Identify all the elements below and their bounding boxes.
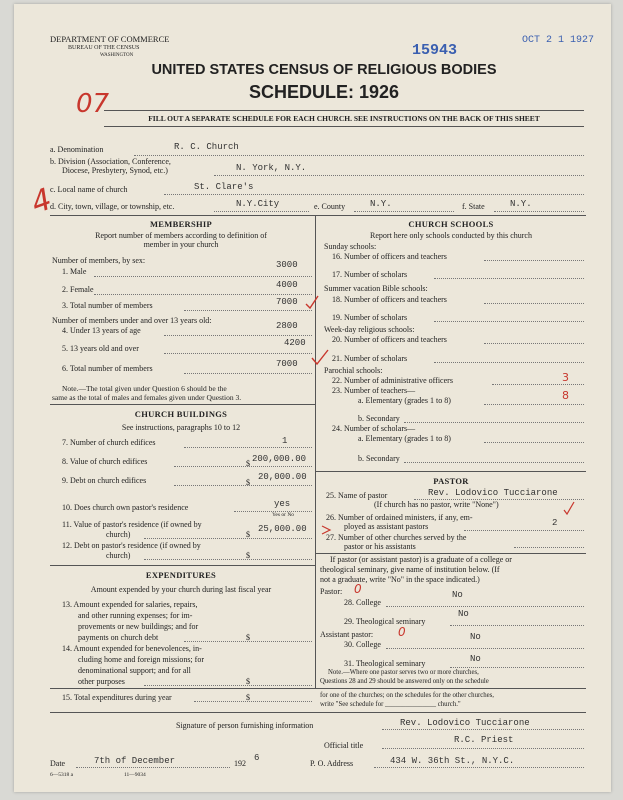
q10-yes-no-hint: Yes or No — [272, 512, 295, 518]
pastor-intro-2: theological seminary, give name of institution below. (If — [320, 565, 500, 574]
schools-subheading: Report here only schools conducted by this church — [370, 231, 532, 240]
q23a-value[interactable]: 8 — [562, 389, 569, 402]
q19-label: 19. Number of scholars — [332, 313, 408, 322]
q15-label: 15. Total expenditures during year — [62, 693, 172, 702]
county-value[interactable]: N.Y. — [370, 199, 392, 209]
q13-dollar: $ — [246, 633, 250, 642]
pastor-note-3: for one of the churches; on the schedules for the other churches, — [320, 692, 495, 699]
q3-total-value[interactable]: 7000 — [276, 297, 298, 307]
year-prefix: 192 — [234, 759, 246, 768]
q18-label: 18. Number of officers and teachers — [332, 295, 447, 304]
members-by-sex-label: Number of members, by sex: — [52, 256, 146, 265]
q11-label-1: 11. Value of pastor's residence (if owned by — [62, 520, 202, 529]
q15-dollar: $ — [246, 693, 250, 702]
parochial-schools-label: Parochial schools: — [324, 366, 383, 375]
signature-label: Signature of person furnishing information — [176, 721, 314, 730]
q1-male-value[interactable]: 3000 — [276, 260, 298, 270]
date-label: Date — [50, 759, 66, 768]
handwritten-margin-mark: 07 — [76, 89, 110, 119]
membership-subheading-1: Report number of members according to definition of — [95, 231, 267, 240]
q28-label: 28. College — [344, 598, 381, 607]
q13-label-2: and other running expenses; for im- — [78, 611, 193, 620]
denomination-value[interactable]: R. C. Church — [174, 142, 239, 152]
year-value[interactable]: 6 — [254, 753, 260, 763]
q2-female-value[interactable]: 4000 — [276, 280, 298, 290]
q11-dollar: $ — [246, 530, 250, 539]
serial-number: 15943 — [412, 42, 458, 59]
q6-total-value[interactable]: 7000 — [276, 359, 298, 369]
instruction-line: FILL OUT A SEPARATE SCHEDULE FOR EACH CHURCH. SEE INSTRUCTIONS ON THE BACK OF THIS SHEET — [148, 114, 540, 123]
q11-label-2: church) — [106, 530, 131, 539]
q7-label: 7. Number of church edifices — [62, 438, 156, 447]
weekday-schools-label: Week-day religious schools: — [324, 325, 415, 334]
state-label: f. State — [462, 202, 485, 211]
address-value[interactable]: 434 W. 36th St., N.Y.C. — [390, 756, 515, 766]
q14-label-4: other purposes — [78, 677, 125, 686]
division-value[interactable]: N. York, N.Y. — [236, 163, 307, 173]
q12-label-2: church) — [106, 551, 131, 560]
city-value[interactable]: N.Y.City — [236, 199, 280, 209]
q14-label-1: 14. Amount expended for benevolences, in- — [62, 644, 202, 653]
buildings-heading: CHURCH BUILDINGS — [134, 409, 228, 419]
county-label: e. County — [314, 202, 346, 211]
official-title-label: Official title — [324, 741, 364, 750]
q13-label-1: 13. Amount expended for salaries, repairs, — [62, 600, 198, 609]
q16-label: 16. Number of officers and teachers — [332, 252, 447, 261]
state-value[interactable]: N.Y. — [510, 199, 532, 209]
q22-value[interactable]: 3 — [562, 371, 569, 384]
q25-note: (If church has no pastor, write "None") — [374, 500, 499, 509]
q5-over13-value[interactable]: 4200 — [284, 338, 306, 348]
pastor-label: Pastor: — [320, 587, 343, 596]
pastor-heading: PASTOR — [433, 476, 469, 486]
signature-value[interactable]: Rev. Lodovico Tucciarone — [400, 718, 530, 728]
city-label: d. City, town, village, or township, etc. — [50, 202, 175, 211]
form-number-2: 11—9034 — [124, 772, 146, 778]
buildings-subheading: See instructions, paragraphs 10 to 12 — [121, 423, 241, 432]
received-stamp: OCT 2 1 1927 — [522, 35, 595, 46]
q28-value[interactable]: No — [452, 590, 463, 600]
q27-label-2: pastor or his assistants — [344, 542, 416, 551]
q23b-label: b. Secondary — [358, 414, 400, 423]
q6-label: 6. Total number of members — [62, 364, 153, 373]
vacation-schools-label: Summer vacation Bible schools: — [324, 284, 428, 293]
q8-value-edifices[interactable]: 200,000.00 — [252, 454, 307, 464]
q14-dollar: $ — [246, 677, 250, 686]
q24a-label: a. Elementary (grades 1 to 8) — [358, 434, 451, 443]
q13-label-4: payments on church debt — [78, 633, 159, 642]
q29-value[interactable]: No — [458, 609, 469, 619]
pastor-note-1: Note.—Where one pastor serves two or more churches, — [328, 669, 479, 676]
q9-dollar: $ — [246, 478, 250, 487]
q4-label: 4. Under 13 years of age — [62, 326, 141, 335]
membership-note-1: Note.—The total given under Question 6 should be the — [62, 384, 227, 393]
membership-subheading-2: member in your church — [143, 240, 219, 249]
handwritten-side-mark: 4 — [26, 181, 57, 222]
q5-label: 5. 13 years old and over — [62, 344, 139, 353]
form-title: UNITED STATES CENSUS OF RELIGIOUS BODIES — [151, 62, 497, 78]
denomination-label: a. Denomination — [50, 145, 104, 154]
address-label: P. O. Address — [310, 759, 354, 768]
sunday-schools-label: Sunday schools: — [324, 242, 377, 251]
q25-label: 25. Name of pastor — [326, 491, 388, 500]
check-mark-icon — [562, 500, 578, 518]
pastor-intro-1: If pastor (or assistant pastor) is a graduate of a college or — [330, 555, 512, 564]
q26-label-1: 26. Number of ordained ministers, if any, em- — [326, 513, 473, 522]
pastor-note-2: Questions 28 and 29 should be answered only on the schedule — [320, 678, 489, 685]
q26-label-2: ployed as assistant pastors — [344, 522, 429, 531]
check-mark-icon — [304, 294, 322, 312]
q29-label: 29. Theological seminary — [344, 617, 426, 626]
division-label-line2: Diocese, Presbytery, Synod, etc.) — [62, 166, 168, 175]
q13-label-3: provements or new buildings; and for — [78, 622, 199, 631]
membership-heading: MEMBERSHIP — [149, 219, 213, 229]
q7-edifices-value[interactable]: 1 — [282, 436, 288, 446]
q2-label: 2. Female — [62, 285, 94, 294]
form-number-1: 6—5318 a — [50, 772, 74, 778]
q22-label: 22. Number of administrative officers — [332, 376, 453, 385]
q3-label: 3. Total number of members — [62, 301, 153, 310]
arrow-mark-icon — [320, 522, 334, 538]
church-name-value[interactable]: St. Clare's — [194, 182, 254, 192]
assistant-pastor-label: Assistant pastor: — [320, 630, 374, 639]
schedule-title: SCHEDULE: 1926 — [248, 82, 400, 102]
division-label-line1: b. Division (Association, Conference, — [50, 157, 171, 166]
date-value[interactable]: 7th of December — [94, 756, 176, 766]
q10-label: 10. Does church own pastor's residence — [62, 503, 189, 512]
department-name: DEPARTMENT OF COMMERCE — [50, 34, 170, 44]
q17-label: 17. Number of scholars — [332, 270, 408, 279]
q9-label: 9. Debt on church edifices — [62, 476, 147, 485]
assistant-pastor-mark: 0 — [398, 625, 406, 639]
check-mark-icon — [310, 348, 332, 368]
q30-label: 30. College — [344, 640, 381, 649]
q12-label-1: 12. Debt on pastor's residence (if owned by — [62, 541, 201, 550]
bureau-city: WASHINGTON — [100, 53, 134, 58]
pastor-intro-3: not a graduate, write "No" in the space indicated.) — [320, 575, 480, 584]
q31-label: 31. Theological seminary — [344, 659, 426, 668]
census-schedule-form — [14, 4, 611, 792]
q9-debt-value[interactable]: 20,000.00 — [258, 472, 307, 482]
schools-heading: CHURCH SCHOOLS — [408, 219, 494, 229]
q30-value[interactable]: No — [470, 632, 481, 642]
q23a-label: a. Elementary (grades 1 to 8) — [358, 396, 451, 405]
expenditures-subheading: Amount expended by your church during last fiscal year — [90, 585, 272, 594]
q20-label: 20. Number of officers and teachers — [332, 335, 447, 344]
q1-label: 1. Male — [62, 267, 87, 276]
q31-value[interactable]: No — [470, 654, 481, 664]
q14-label-2: cluding home and foreign missions; for — [78, 655, 204, 664]
age-heading: Number of members under and over 13 years old: — [52, 316, 212, 325]
q25-pastor-name[interactable]: Rev. Lodovico Tucciarone — [428, 488, 558, 498]
q12-dollar: $ — [246, 551, 250, 560]
official-title-value[interactable]: R.C. Priest — [454, 735, 514, 745]
pastor-note-4: write "See schedule for _______________ church." — [320, 701, 461, 708]
bureau-name: BUREAU OF THE CENSUS — [68, 45, 140, 51]
expenditures-heading: EXPENDITURES — [145, 570, 217, 580]
q11-residence-value[interactable]: 25,000.00 — [258, 524, 307, 534]
q24b-label: b. Secondary — [358, 454, 400, 463]
q14-label-3: denominational support; and for all — [78, 666, 191, 675]
q23-label: 23. Number of teachers— — [332, 386, 416, 395]
q24-label: 24. Number of scholars— — [332, 424, 416, 433]
q27-label-1: 27. Number of other churches served by the — [326, 533, 467, 542]
church-name-label: c. Local name of church — [50, 185, 128, 194]
q26-value[interactable]: 2 — [552, 518, 558, 528]
q8-dollar: $ — [246, 459, 250, 468]
membership-note-2: same as the total of males and females given under Question 3. — [52, 393, 242, 402]
q21-label: 21. Number of scholars — [332, 354, 408, 363]
q10-residence-value[interactable]: yes — [274, 499, 291, 509]
q8-label: 8. Value of church edifices — [62, 457, 148, 466]
pastor-mark: 0 — [354, 582, 362, 596]
q4-under13-value[interactable]: 2800 — [276, 321, 298, 331]
